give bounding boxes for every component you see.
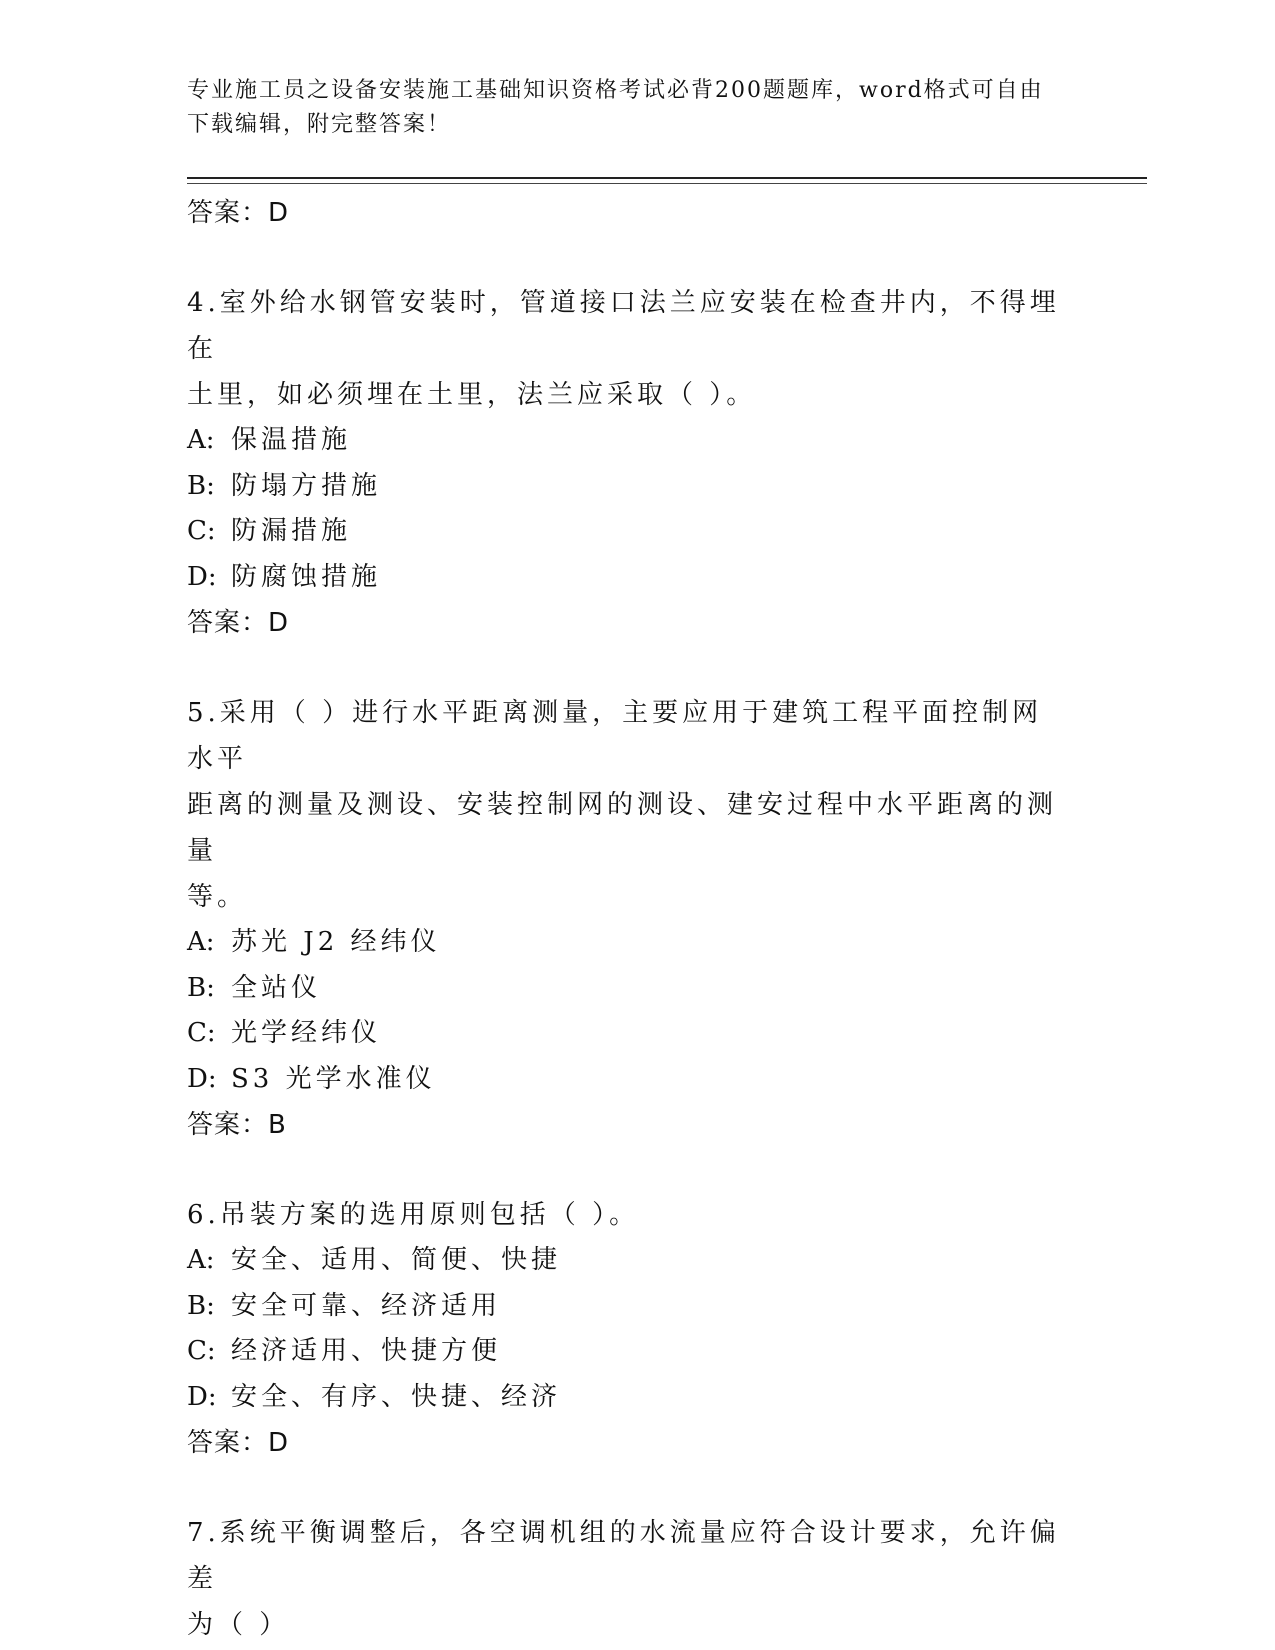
question-stem — [187, 1510, 1067, 1648]
document-header — [187, 74, 1087, 142]
stem-line: 7.系统平衡调整后，各空调机组的水流量应符合设计要求，允许偏差 — [187, 1518, 1060, 1594]
stem-line: 6.吊装方案的选用原则包括（ ）。 — [187, 1200, 640, 1230]
option-text: S3 光学水准仪 — [231, 1063, 436, 1094]
option-a — [187, 1238, 1067, 1284]
option-key: B: — [187, 972, 215, 1003]
option-text: 防漏措施 — [231, 516, 352, 546]
question-stem — [187, 280, 1067, 418]
option-key: D: — [187, 1381, 217, 1412]
option-c — [187, 1011, 1067, 1057]
option-text: 全站仪 — [231, 972, 322, 1003]
header-divider — [187, 177, 1147, 179]
stem-line: 等。 — [187, 882, 248, 912]
option-key: D: — [187, 561, 217, 592]
question-stem — [187, 690, 1067, 920]
option-text: 光学经纬仪 — [231, 1018, 382, 1048]
question-stem — [187, 1192, 1067, 1238]
option-key: A: — [187, 1245, 215, 1275]
option-text: 苏光 J2 经纬仪 — [231, 927, 441, 957]
option-key: C: — [187, 1336, 216, 1366]
option-key: C: — [187, 516, 216, 546]
option-text: 安全可靠、经济适用 — [231, 1290, 502, 1321]
option-text: 防腐蚀措施 — [231, 561, 382, 592]
answer: 答案：D — [187, 1428, 290, 1458]
stem-line: 为（ ） — [187, 1610, 290, 1640]
question-5 — [187, 690, 1067, 1148]
header-line-2: 下载编辑，附完整答案！ — [187, 112, 452, 137]
option-b — [187, 1284, 1067, 1330]
previous-answer: 答案：D — [187, 198, 290, 228]
header-divider-thin — [187, 183, 1147, 184]
option-c — [187, 509, 1067, 555]
header-line-1: 专业施工员之设备安装施工基础知识资格考试必背200题题库，word格式可自由 — [187, 78, 1044, 103]
option-key: B: — [187, 1290, 215, 1321]
stem-line: 5.采用（ ）进行水平距离测量，主要应用于建筑工程平面控制网水平 — [187, 698, 1043, 774]
option-d — [187, 555, 1067, 601]
question-7 — [187, 1510, 1067, 1648]
option-b — [187, 464, 1067, 510]
option-d — [187, 1057, 1067, 1103]
option-key: A: — [187, 927, 215, 957]
stem-line: 4.室外给水钢管安装时，管道接口法兰应安装在检查井内，不得埋在 — [187, 288, 1060, 364]
option-text: 保温措施 — [231, 425, 352, 455]
answer: 答案：B — [187, 1110, 287, 1140]
option-key: A: — [187, 425, 215, 455]
option-key: C: — [187, 1018, 216, 1048]
option-a — [187, 418, 1067, 464]
answer: 答案：D — [187, 608, 290, 638]
option-a — [187, 920, 1067, 966]
question-6 — [187, 1192, 1067, 1466]
option-text: 防塌方措施 — [231, 470, 382, 501]
option-c — [187, 1329, 1067, 1375]
option-text: 经济适用、快捷方便 — [231, 1336, 502, 1366]
stem-line: 土里，如必须埋在土里，法兰应采取（ ）。 — [187, 380, 757, 410]
option-key: B: — [187, 470, 215, 501]
question-4 — [187, 280, 1067, 646]
question-list — [187, 190, 1067, 1648]
option-text: 安全、有序、快捷、经济 — [231, 1381, 562, 1412]
option-b — [187, 966, 1067, 1012]
option-d — [187, 1375, 1067, 1421]
stem-line: 距离的测量及测设、安装控制网的测设、建安过程中水平距离的测量 — [187, 790, 1058, 866]
option-key: D: — [187, 1063, 217, 1094]
option-text: 安全、适用、简便、快捷 — [231, 1245, 562, 1275]
